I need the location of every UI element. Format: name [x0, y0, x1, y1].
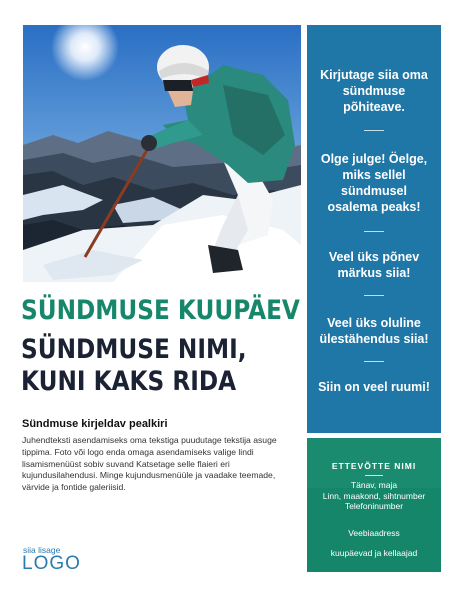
address-city: Linn, maakond, sihtnumber — [322, 490, 426, 501]
highlight-1: Kirjutage siia oma sündmuse põhiteave. — [320, 68, 428, 114]
skier-photo-icon — [23, 25, 301, 282]
description-body: Juhendteksti asendamiseks oma tekstiga puudutage tekstija asuge tippima. Foto või logo enda omaga asendamiseks valige lindi lisamismenüüst sobiv suvand Katsetage selle flaieri eri kujundusilahendusi. Minge kujundusmenüüle ja vaadake teemade, värvide ja fontide galeriisid. — [22, 435, 277, 493]
company-info — [307, 438, 441, 572]
description-heading: Sündmuse kirjeldav pealkiri — [22, 418, 168, 430]
event-dates-times: kuupäevad ja kellaajad — [330, 548, 418, 558]
highlight-2: Olge julge! Öelge, miks sellel sündmusel osalema peaks! — [320, 152, 428, 214]
logo-caption: siia lisage — [23, 545, 61, 555]
company-name: ETTEVÕTTE NIMI — [331, 461, 417, 471]
divider — [364, 231, 384, 232]
address-phone: Telefoninumber — [344, 501, 404, 511]
event-date: SÜNDMUSE KUUPÄEV — [21, 295, 300, 326]
divider — [365, 475, 383, 476]
highlights-panel — [307, 25, 441, 433]
address-street: Tänav, maja — [350, 480, 398, 490]
event-photo — [23, 25, 301, 282]
company-address — [307, 480, 441, 512]
divider — [364, 295, 384, 296]
highlight-5: Siin on veel ruumi! — [318, 380, 430, 394]
event-name — [21, 334, 279, 398]
logo-placeholder: LOGO — [22, 553, 81, 574]
divider — [364, 130, 384, 131]
company-website: Veebiaadress — [348, 528, 400, 538]
divider — [364, 361, 384, 362]
event-name-line-2: KUNI KAKS RIDA — [21, 366, 237, 397]
event-name-line-1: SÜNDMUSE NIMI, — [21, 334, 247, 365]
highlight-3: Veel üks põnev märkus siia! — [328, 250, 420, 280]
highlight-4: Veel üks oluline ülestähendus siia! — [319, 316, 429, 346]
